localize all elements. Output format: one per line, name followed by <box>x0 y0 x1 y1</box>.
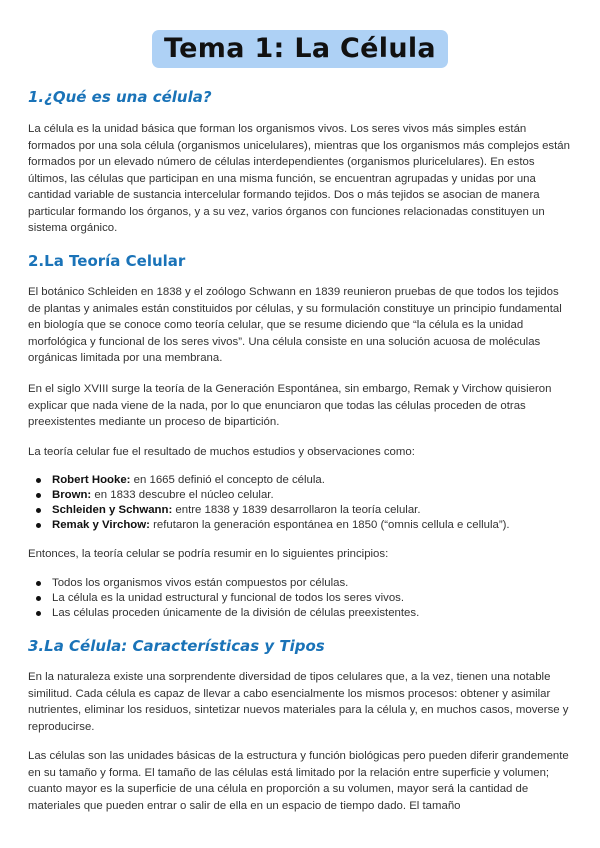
contributors-list <box>28 473 572 533</box>
title-container <box>0 0 600 68</box>
section-2-heading: 2.La Teoría Celular <box>28 252 186 270</box>
list-item <box>28 518 572 533</box>
contributor-name: Robert Hooke: <box>52 474 131 486</box>
contributor-name: Remak y Virchow: <box>52 519 150 531</box>
summary-intro: Entonces, la teoría celular se podría resumir en lo siguientes principios: <box>28 548 389 560</box>
section-2-paragraph-2: En el siglo XVIII surge la teoría de la Generación Espontánea, sin embargo, Remak y Virchow quisieron explicar que nada viene de la nada, por lo que enunciaron que todas las células proceden de otras preexistentes mediante un proceso de bipartición. <box>28 383 552 428</box>
section-3-paragraph-2: Las células son las unidades básicas de la estructura y función biológicas pero pueden diferir grandemente en su tamaño y forma. El tamaño de las células está limitado por la relación entre superficie y volumen; cuanto mayor es la superficie de una célula en proporción a su volumen, mayor será la cantidad de materiales que pueden entrar o salir de ella en un espacio de tiempo dado. El tamaño <box>28 750 569 812</box>
page-title: Tema 1: La Célula <box>152 30 448 68</box>
contributor-text: en 1833 descubre el núcleo celular. <box>91 489 274 501</box>
contributor-name: Brown: <box>52 489 92 501</box>
list-item: Las células proceden únicamente de la división de células preexistentes. <box>28 606 572 621</box>
section-1-heading: 1.¿Qué es una célula? <box>28 88 212 106</box>
section-2-paragraph-3: La teoría celular fue el resultado de muchos estudios y observaciones como: <box>28 446 415 458</box>
list-item <box>28 488 572 503</box>
contributor-text: refutaron la generación espontánea en 1850 (“omnis cellula e cellula”). <box>149 519 510 531</box>
section-2-paragraph-1: El botánico Schleiden en 1838 y el zoólogo Schwann en 1839 reunieron pruebas de que todos los tejidos de plantas y animales están constituidos por células, y su formulación constituye un principio fundamental en biología que se conoce como teoría celular, que se resume diciendo que “la célula es la unidad morfológica y funcional de los seres vivos”. Una célula consiste en una solución acuosa de moléculas orgánicas limitada por una membrana. <box>28 286 562 364</box>
contributor-name: Schleiden y Schwann: <box>52 504 173 516</box>
contributor-text: entre 1838 y 1839 desarrollaron la teoría celular. <box>172 504 421 516</box>
contributor-text: en 1665 definió el concepto de célula. <box>130 474 325 486</box>
principles-list <box>28 576 572 621</box>
section-1-paragraph-1: La célula es la unidad básica que forman los organismos vivos. Los seres vivos más simples están formados por una sola célula (organismos unicelulares), mientras que los organismos más complejos están formados por un elevado número de células interdependientes (organismos pluricelulares). En estos últimos, las células que participan en una misma función, se encuentran agrupadas y unidas por una cantidad variable de sustancia intercelular formando tejidos. Dos o más tejidos se asocian de manera particular formando los órganos, y a su vez, varios órganos con funciones relacionadas constituyen un sistema orgánico. <box>28 123 570 234</box>
section-3-paragraph-1: En la naturaleza existe una sorprendente diversidad de tipos celulares que, a la vez, tienen una notable similitud. Cada célula es capaz de llevar a cabo esencialmente los mismos procesos: obtener y asimilar nutrientes, eliminar los residuos, sintetizar nuevos materiales para la célula y, en muchos casos, moverse y reproducirse. <box>28 671 569 733</box>
list-item: Todos los organismos vivos están compuestos por células. <box>28 576 572 591</box>
list-item: La célula es la unidad estructural y funcional de todos los seres vivos. <box>28 591 572 606</box>
list-item <box>28 473 572 488</box>
list-item <box>28 503 572 518</box>
section-3-heading: 3.La Célula: Características y Tipos <box>28 637 325 655</box>
